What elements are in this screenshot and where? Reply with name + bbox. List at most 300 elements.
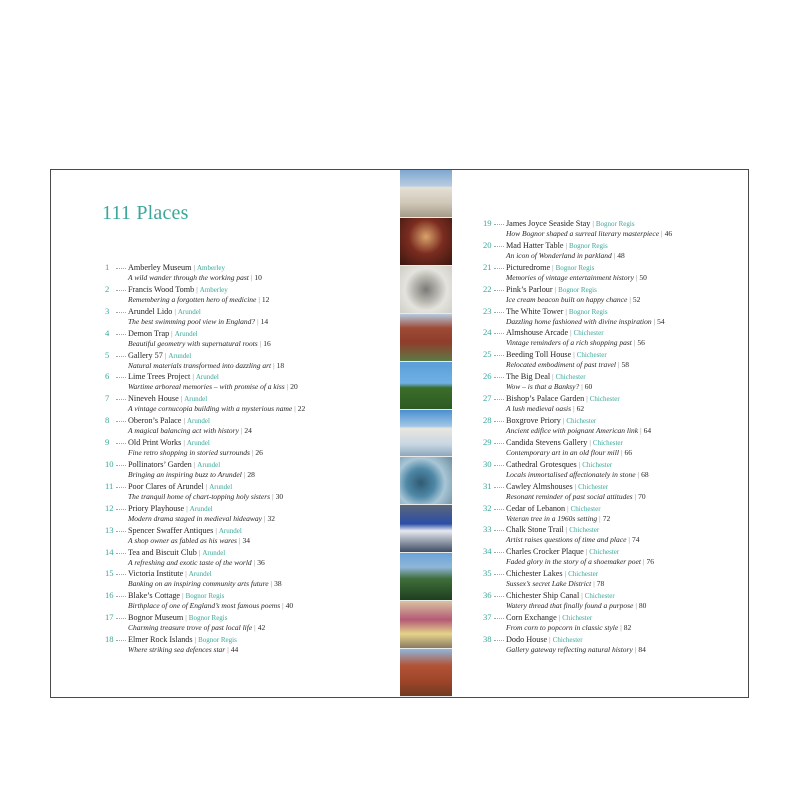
entry-description: Contemporary art in an old flour mill: [506, 447, 619, 457]
toc-entry-header: [105, 634, 390, 645]
entry-page: 66: [624, 447, 632, 457]
toc-entry-detail: [105, 404, 390, 414]
entry-number: 3: [105, 305, 110, 316]
entry-location: Arundel: [197, 461, 221, 470]
entry-name: Elmer Rock Islands: [128, 635, 193, 645]
toc-entry[interactable]: [483, 284, 728, 306]
entry-name: Cathedral Grotesques: [506, 459, 577, 469]
toc-entry[interactable]: [105, 634, 390, 656]
entry-location: Chichester: [578, 482, 609, 491]
entry-page: 60: [584, 382, 593, 392]
toc-entry-detail: [483, 273, 728, 283]
toc-entry[interactable]: [483, 481, 728, 503]
toc-entry[interactable]: [105, 612, 390, 634]
entry-name: Francis Wood Tomb: [128, 284, 195, 294]
entry-page: 52: [632, 294, 641, 304]
entry-name: James Joyce Seaside Stay: [506, 219, 591, 228]
leader-dots: [494, 371, 504, 378]
leader-dots: [494, 481, 504, 488]
entry-location: Chichester: [562, 614, 593, 623]
entry-description: Artist raises questions of time and place: [506, 535, 627, 545]
leader-dots: [494, 306, 504, 313]
entry-number: 35: [483, 568, 492, 579]
entry-number: 24: [483, 327, 492, 338]
entry-name: Chichester Ship Canal: [506, 591, 580, 601]
leader-dots: [116, 459, 126, 466]
entry-location: Chichester: [573, 329, 604, 338]
entry-location: Chichester: [589, 548, 620, 557]
entry-number: 29: [483, 436, 492, 447]
toc-entry-header: [483, 371, 728, 382]
entry-page: 18: [276, 360, 285, 370]
entry-number: 38: [483, 633, 492, 644]
entry-name: Mad Hatter Table: [506, 240, 564, 250]
entry-name: Beeding Toll House: [506, 350, 572, 360]
separator: |: [592, 219, 594, 228]
entry-description: A wild wander through the working past: [128, 273, 249, 282]
toc-entry[interactable]: [483, 306, 728, 328]
separator: |: [562, 416, 565, 426]
entry-name: Corn Exchange: [506, 613, 557, 623]
entry-number: 9: [105, 437, 110, 448]
entry-number: 19: [483, 218, 492, 228]
toc-entry[interactable]: [483, 590, 728, 612]
toc-entry-detail: [105, 339, 390, 349]
entry-name: Amberley Museum: [128, 263, 192, 272]
entry-number: 6: [105, 371, 110, 382]
photo-portico: [400, 170, 452, 218]
separator: |: [552, 262, 554, 272]
separator: |: [196, 284, 198, 294]
entry-number: 8: [105, 415, 110, 426]
separator: |: [215, 525, 217, 535]
entry-location: Chichester: [582, 460, 613, 469]
leader-dots: [116, 590, 126, 597]
separator: |: [581, 382, 583, 392]
toc-entry-detail: [105, 579, 390, 589]
separator: |: [186, 503, 188, 513]
leader-dots: [494, 393, 504, 400]
toc-entry-detail: [105, 492, 390, 502]
entry-name: Picturedrome: [506, 262, 551, 272]
entry-number: 15: [105, 568, 114, 579]
separator: |: [164, 350, 167, 360]
separator: |: [565, 525, 568, 535]
leader-dots: [116, 503, 126, 510]
separator: |: [620, 447, 623, 457]
toc-entry-header: [483, 459, 728, 470]
toc-entry[interactable]: [483, 349, 728, 371]
toc-entry-detail: [105, 448, 390, 458]
separator: |: [635, 601, 637, 611]
entry-description: Charming treasure trove of past local life: [128, 623, 253, 633]
separator: |: [634, 491, 637, 501]
toc-entry-header: [483, 590, 728, 601]
entry-number: 28: [483, 415, 492, 426]
separator: |: [578, 459, 581, 469]
entry-page: 28: [247, 470, 255, 480]
toc-entry[interactable]: [483, 218, 728, 240]
photo-street-sign: [400, 505, 452, 553]
entry-description: Fine retro shopping in storied surrounds: [128, 448, 250, 458]
photo-white-tower: [400, 410, 452, 458]
entry-page: 34: [242, 535, 250, 545]
toc-entry[interactable]: [105, 262, 390, 284]
entry-location: Arundel: [195, 373, 219, 382]
toc-entry[interactable]: [105, 306, 390, 328]
leader-dots: [494, 612, 504, 619]
toc-entry-header: [483, 349, 728, 360]
toc-entry[interactable]: [105, 415, 390, 437]
entry-location: Arundel: [189, 504, 213, 513]
entry-name: The Big Deal: [506, 372, 551, 382]
entry-page: 48: [617, 250, 625, 260]
entry-location: Chichester: [584, 592, 615, 601]
separator: |: [282, 601, 284, 611]
entry-name: Old Print Works: [128, 438, 182, 448]
toc-entry-detail: [105, 295, 390, 305]
entry-number: 4: [105, 327, 110, 338]
leader-dots: [494, 546, 504, 553]
leader-dots: [494, 415, 504, 422]
entry-description: Bringing an inspiring buzz to Arundel: [128, 470, 242, 480]
entry-page: 70: [638, 491, 646, 501]
toc-entry[interactable]: [483, 371, 728, 393]
separator: |: [193, 263, 195, 272]
separator: |: [227, 645, 229, 655]
toc-entry[interactable]: [483, 262, 728, 284]
separator: |: [599, 513, 601, 523]
entry-number: 17: [105, 612, 114, 623]
photo-wave-sculpture: [400, 457, 452, 505]
toc-entry[interactable]: [105, 525, 390, 547]
entry-name: Priory Playhouse: [128, 503, 185, 513]
entry-name: Pollinators’ Garden: [128, 460, 192, 470]
entry-page: 24: [244, 426, 252, 436]
entry-page: 80: [638, 601, 647, 611]
leader-dots: [494, 284, 504, 291]
separator: |: [205, 481, 208, 491]
toc-entry-detail: [105, 361, 390, 371]
toc-entry-detail: [483, 295, 728, 305]
entry-location: Chichester: [576, 351, 607, 360]
separator: |: [570, 328, 572, 338]
toc-entry-header: [483, 481, 728, 492]
separator: |: [613, 250, 616, 260]
separator: |: [251, 448, 254, 458]
entry-description: Beautiful geometry with supernatural roots: [128, 338, 258, 348]
entry-name: Almshouse Arcade: [506, 328, 569, 338]
separator: |: [243, 470, 246, 480]
toc-entry[interactable]: [105, 371, 390, 393]
entry-location: Amberley: [199, 285, 228, 294]
leader-dots: [494, 503, 504, 510]
leader-dots: [116, 415, 126, 422]
toc-entry-detail: [483, 382, 728, 392]
separator: |: [259, 338, 262, 348]
entry-location: Arundel: [168, 351, 192, 360]
toc-entry-header: [105, 371, 390, 382]
separator: |: [183, 438, 185, 448]
entry-number: 12: [105, 502, 114, 513]
entry-number: 27: [483, 393, 492, 404]
photo-brick-house: [400, 314, 452, 362]
entry-description: How Bognor shaped a surreal literary masterpiece: [506, 229, 660, 238]
separator: |: [183, 416, 185, 426]
entry-description: A shop owner as fabled as his wares: [128, 535, 237, 545]
entry-page: 38: [274, 579, 282, 589]
toc-entry[interactable]: [105, 350, 390, 372]
toc-entry[interactable]: [105, 393, 390, 415]
entry-name: Victoria Institute: [128, 569, 184, 579]
entry-description: Veteran tree in a 1960s setting: [506, 513, 598, 523]
toc-entry-detail: [483, 404, 728, 414]
toc-entry[interactable]: [483, 634, 728, 656]
entry-location: Amberley: [196, 264, 225, 272]
entry-location: Chichester: [568, 570, 599, 579]
toc-entry[interactable]: [105, 590, 390, 612]
entry-name: Candida Stevens Gallery: [506, 437, 588, 447]
entry-name: Bognor Museum: [128, 613, 184, 623]
entry-name: Cawley Almshouses: [506, 481, 573, 491]
entry-page: 12: [261, 294, 270, 304]
entry-page: 74: [631, 535, 640, 545]
separator: |: [193, 460, 196, 470]
toc-entry[interactable]: [105, 328, 390, 350]
separator: |: [257, 316, 259, 326]
separator: |: [198, 547, 201, 557]
separator: |: [194, 635, 197, 645]
toc-entry-header: [483, 415, 728, 426]
entry-number: 16: [105, 590, 114, 601]
toc-entry-header: [483, 327, 728, 338]
entry-location: Bognor Regis: [188, 614, 228, 623]
toc-entry[interactable]: [483, 503, 728, 525]
toc-entry[interactable]: [105, 437, 390, 459]
entry-location: Chichester: [566, 417, 597, 426]
leader-dots: [494, 240, 504, 247]
entry-page: 26: [255, 448, 263, 458]
entry-page: 82: [623, 623, 632, 633]
entry-location: Arundel: [186, 439, 210, 448]
separator: |: [270, 579, 273, 589]
entry-description: The best swimming pool view in England?: [128, 316, 256, 326]
entry-name: Poor Clares of Arundel: [128, 481, 204, 491]
entry-name: Arundel Lido: [128, 306, 173, 316]
leader-dots: [494, 262, 504, 269]
entry-location: Arundel: [184, 395, 208, 404]
entry-location: Bognor Regis: [558, 285, 597, 294]
leader-dots: [116, 393, 126, 400]
entry-number: 26: [483, 371, 492, 382]
entry-location: Bognor Regis: [569, 241, 608, 250]
entry-number: 2: [105, 283, 110, 294]
leader-dots: [494, 634, 504, 641]
entry-page: 76: [646, 557, 654, 567]
toc-entry-header: [105, 306, 390, 317]
entry-name: Chichester Lakes: [506, 569, 563, 579]
toc-entry[interactable]: [483, 393, 728, 415]
entry-number: 5: [105, 349, 110, 360]
entry-description: Vintage reminders of a rich shopping past: [506, 338, 632, 348]
toc-entry-detail: [483, 317, 728, 327]
separator: |: [549, 634, 551, 644]
toc-entry[interactable]: [483, 568, 728, 590]
leader-dots: [116, 547, 126, 554]
entry-location: Bognor Regis: [595, 220, 635, 228]
separator: |: [180, 394, 183, 404]
entry-number: 37: [483, 612, 492, 623]
separator: |: [554, 284, 557, 294]
separator: |: [192, 372, 194, 382]
entry-number: 10: [105, 459, 114, 470]
leader-dots: [116, 262, 126, 269]
entry-number: 25: [483, 349, 492, 360]
leader-dots: [494, 524, 504, 531]
entry-description: Gallery gateway reflecting natural history: [506, 644, 633, 654]
entry-name: Demon Trap: [128, 328, 170, 338]
entry-description: Memories of vintage entertainment history: [506, 272, 634, 282]
separator: |: [585, 547, 588, 557]
entry-name: Blake’s Cottage: [128, 591, 181, 601]
entry-page: 62: [576, 404, 585, 414]
photo-brick-hall: [400, 649, 452, 697]
toc-entry[interactable]: [105, 459, 390, 481]
separator: |: [633, 338, 636, 348]
leader-dots: [116, 612, 126, 619]
page-title: 111 Places: [102, 202, 189, 224]
toc-entry-detail: [483, 579, 728, 589]
toc-entry[interactable]: [483, 327, 728, 349]
entry-location: Chichester: [555, 373, 586, 382]
toc-entry[interactable]: [105, 284, 390, 306]
toc-entry-detail: [105, 382, 390, 392]
leader-dots: [116, 437, 126, 444]
entry-location: Arundel: [174, 329, 198, 338]
separator: |: [593, 579, 595, 589]
separator: |: [171, 328, 173, 338]
entry-number: 7: [105, 393, 110, 404]
separator: |: [254, 623, 256, 633]
separator: |: [558, 613, 561, 623]
separator: |: [634, 644, 637, 654]
separator: |: [564, 569, 567, 579]
toc-entry[interactable]: [483, 546, 728, 568]
entry-name: Bishop’s Palace Garden: [506, 394, 585, 404]
toc-entry-header: [483, 262, 728, 273]
photo-palm-tree: [400, 362, 452, 410]
entry-description: Modern drama staged in medieval hideaway: [128, 513, 262, 523]
toc-entry-header: [483, 524, 728, 535]
entry-description: Remembering a forgotten hero of medicine: [128, 294, 257, 304]
entry-page: 30: [275, 491, 284, 501]
toc-entry-detail: [483, 535, 728, 545]
toc-entry[interactable]: [105, 503, 390, 525]
leader-dots: [494, 437, 504, 444]
leader-dots: [116, 328, 126, 335]
entry-name: Charles Crocker Plaque: [506, 547, 584, 557]
toc-entry[interactable]: [483, 612, 728, 634]
entry-page: 46: [664, 229, 673, 238]
toc-entry-header: [483, 393, 728, 404]
separator: |: [635, 272, 638, 282]
toc-right-column: [483, 218, 728, 656]
entry-description: Watery thread that finally found a purpose: [506, 601, 634, 611]
entry-page: 10: [254, 273, 262, 282]
leader-dots: [116, 525, 126, 532]
entry-page: 56: [637, 338, 645, 348]
entry-page: 20: [290, 382, 298, 392]
entry-page: 84: [638, 644, 646, 654]
leader-dots: [494, 459, 504, 466]
entry-page: 42: [257, 623, 266, 633]
entry-page: 54: [657, 316, 665, 326]
toc-entry-detail: [105, 645, 390, 655]
entry-description: From corn to popcorn in classic style: [506, 623, 619, 633]
separator: |: [629, 294, 631, 304]
separator: |: [581, 591, 583, 601]
entry-location: Arundel: [188, 570, 212, 579]
entry-page: 40: [285, 601, 294, 611]
toc-entry[interactable]: [105, 568, 390, 590]
toc-entry[interactable]: [105, 481, 390, 503]
separator: |: [628, 535, 630, 545]
entry-page: 14: [260, 316, 269, 326]
entry-location: Chichester: [589, 395, 620, 404]
separator: |: [185, 569, 187, 579]
toc-entry[interactable]: [483, 240, 728, 262]
separator: |: [573, 350, 575, 360]
toc-entry-detail: [483, 645, 728, 655]
entry-name: Cedar of Lebanon: [506, 503, 566, 513]
separator: |: [253, 557, 256, 567]
entry-name: Gallery 57: [128, 350, 163, 360]
leader-dots: [116, 284, 126, 291]
toc-entry[interactable]: [483, 459, 728, 481]
entry-name: Nineveh House: [128, 394, 179, 404]
entry-number: 23: [483, 305, 492, 316]
toc-entry-header: [105, 393, 390, 404]
entry-number: 32: [483, 502, 492, 513]
entry-description: Where striking sea defences star: [128, 645, 226, 655]
leader-dots: [494, 349, 504, 356]
leader-dots: [116, 481, 126, 488]
separator: |: [552, 372, 554, 382]
toc-entry[interactable]: [483, 524, 728, 546]
entry-name: Pink’s Parlour: [506, 284, 553, 294]
entry-page: 58: [621, 360, 629, 370]
entry-number: 14: [105, 546, 114, 557]
entry-location: Bognor Regis: [568, 307, 608, 316]
separator: |: [286, 382, 289, 392]
toc-entry-header: [483, 284, 728, 295]
toc-entry[interactable]: [483, 415, 728, 437]
entry-description: The tranquil home of chart-topping holy sisters: [128, 491, 271, 501]
toc-entry[interactable]: [105, 547, 390, 569]
toc-entry-detail: [483, 360, 728, 370]
entry-name: Boxgrove Priory: [506, 416, 561, 426]
toc-entry-header: [105, 525, 390, 536]
leader-dots: [494, 327, 504, 334]
toc-entry-header: [105, 459, 390, 470]
entry-page: 22: [297, 404, 306, 414]
toc-entry-header: [483, 546, 728, 557]
toc-entry-header: [105, 262, 390, 273]
entry-description: Ancient edifice with poignant American link: [506, 426, 639, 436]
toc-entry[interactable]: [483, 437, 728, 459]
entry-number: 36: [483, 590, 492, 601]
separator: |: [182, 591, 184, 601]
